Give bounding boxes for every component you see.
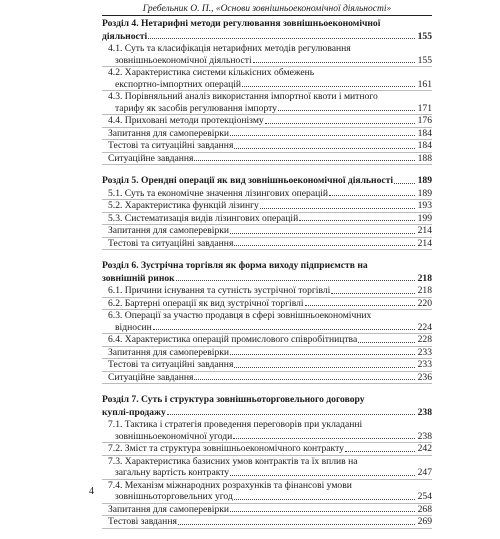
toc-entry bbox=[102, 419, 432, 443]
section-title: зовнішній ринок bbox=[102, 272, 175, 284]
entry-title-continued: зовнішньоекономічної діяльності bbox=[115, 54, 252, 66]
toc-entry bbox=[102, 153, 432, 166]
dot-leader bbox=[278, 110, 415, 111]
entry-page-number: 224 bbox=[417, 321, 432, 333]
entry-title-continued: експортно-імпортних операцій bbox=[115, 78, 242, 90]
dot-leader bbox=[253, 62, 415, 63]
toc-entry bbox=[102, 347, 432, 360]
entry-title: 5.2. Характеристика функцій лізингу bbox=[108, 200, 259, 211]
section-title: Розділ 7. Суть і структура зовнішньоторговельного договору bbox=[102, 394, 365, 405]
dot-leader bbox=[230, 475, 415, 476]
entry-page-number: 218 bbox=[417, 285, 432, 296]
toc-entry bbox=[102, 298, 432, 311]
dot-leader bbox=[230, 354, 415, 355]
entry-title: 6.1. Причини існування та сутність зустрічної торгівлі bbox=[108, 285, 331, 296]
section-title: діяльності bbox=[102, 30, 148, 42]
entry-page-number: 238 bbox=[417, 430, 432, 442]
entry-title: Запитання для самоперевірки bbox=[108, 346, 230, 358]
entry-page-number: 214 bbox=[417, 237, 432, 249]
dot-leader bbox=[358, 342, 415, 343]
entry-title: Тестові та ситуаційні завдання bbox=[108, 359, 234, 370]
entry-title: 6.3. Операції за участю продавця в сфері зовнішньоекономічних bbox=[108, 310, 372, 321]
dot-leader bbox=[345, 451, 415, 452]
dot-leader bbox=[331, 293, 415, 294]
running-header bbox=[102, 0, 432, 14]
section-heading-line bbox=[102, 407, 432, 419]
entry-page-number: 189 bbox=[417, 187, 432, 199]
dot-leader bbox=[299, 220, 415, 221]
toc-section bbox=[102, 175, 432, 250]
dot-leader bbox=[234, 245, 415, 246]
toc-entry bbox=[102, 128, 432, 141]
entry-title-continued: тарифу як засобів регулювання імпорту bbox=[115, 102, 277, 114]
toc-entry bbox=[102, 456, 432, 480]
entry-title: Запитання для самоперевірки bbox=[108, 127, 230, 139]
running-header-text: Гребельник О. П., «Основи зовнішньоекономічної діяльності» bbox=[142, 4, 392, 14]
dot-leader bbox=[234, 499, 415, 500]
toc-entry bbox=[102, 334, 432, 347]
toc-entry bbox=[102, 140, 432, 153]
entry-title: 5.3. Систематизація видів лізингових операцій bbox=[108, 212, 299, 224]
entry-page-number: 214 bbox=[417, 225, 432, 236]
dot-leader bbox=[194, 379, 415, 380]
toc-entry bbox=[102, 443, 432, 456]
toc-entry bbox=[102, 285, 432, 298]
entry-page-number: 228 bbox=[417, 334, 432, 345]
entry-page-number: 176 bbox=[417, 115, 432, 126]
entry-page-number: 268 bbox=[417, 503, 432, 515]
entry-title: 7.3. Характеристика базисних умов контрактів та їх вплив на bbox=[108, 455, 358, 467]
toc-entry bbox=[102, 213, 432, 226]
entry-title: 4.2. Характеристика системи кількісних обмежень bbox=[108, 67, 315, 78]
entry-page-number: 247 bbox=[417, 467, 432, 478]
toc-entry bbox=[102, 516, 432, 529]
entry-title: 6.2. Бартерні операції як вид зустрічної торгівлі bbox=[108, 297, 304, 309]
toc-section bbox=[102, 260, 432, 384]
section-page-number: 218 bbox=[417, 272, 432, 284]
entry-title: Тестові та ситуаційні завдання bbox=[108, 140, 234, 151]
toc-entry bbox=[102, 310, 432, 334]
entry-page-number: 199 bbox=[417, 212, 432, 224]
dot-leader bbox=[305, 305, 415, 306]
section-heading-line bbox=[102, 31, 432, 43]
dot-leader bbox=[394, 183, 415, 184]
dot-leader bbox=[176, 280, 415, 281]
toc-entry bbox=[102, 67, 432, 91]
entry-page-number: 233 bbox=[417, 346, 432, 358]
entry-title: 4.1. Суть та класифікація нетарифних методів регулювання bbox=[108, 43, 351, 54]
entry-title-continued: відносин bbox=[115, 321, 152, 333]
entry-title: 4.4. Приховані методи протекціонізму bbox=[108, 115, 264, 126]
entry-page-number: 155 bbox=[417, 54, 432, 66]
entry-page-number: 220 bbox=[417, 297, 432, 309]
dot-leader bbox=[230, 233, 415, 234]
toc-section bbox=[102, 18, 432, 165]
section-title: Розділ 5. Орендні операції як вид зовнішньоекономічної діяльності bbox=[102, 175, 394, 186]
entry-page-number: 269 bbox=[417, 516, 432, 527]
toc-entry bbox=[102, 372, 432, 385]
entry-title: Ситуаційне завдання bbox=[108, 371, 194, 383]
toc-entry bbox=[102, 504, 432, 517]
entry-title-continued: зовнішньоекономічної угоди bbox=[115, 430, 233, 442]
dot-leader bbox=[260, 208, 415, 209]
entry-title-continued: зовнішньоторговельних угод bbox=[115, 491, 233, 502]
section-page-number: 189 bbox=[417, 175, 432, 186]
entry-title: 5.1. Суть та економічне значення лізингових операцій bbox=[108, 187, 329, 199]
entry-title: Запитання для самоперевірки bbox=[108, 503, 230, 515]
toc-entry bbox=[102, 43, 432, 67]
entry-title: Запитання для самоперевірки bbox=[108, 225, 230, 236]
toc-entry bbox=[102, 200, 432, 213]
entry-page-number: 184 bbox=[417, 140, 432, 151]
dot-leader bbox=[153, 329, 415, 330]
toc-entry bbox=[102, 188, 432, 201]
entry-page-number: 233 bbox=[417, 359, 432, 370]
toc-entry bbox=[102, 225, 432, 238]
entry-page-number: 193 bbox=[417, 200, 432, 211]
dot-leader bbox=[167, 414, 415, 415]
dot-leader bbox=[148, 38, 415, 39]
section-title: Розділ 6. Зустрічна торгівля як форма виходу підприємств на bbox=[102, 260, 368, 271]
section-page-number: 155 bbox=[417, 30, 432, 42]
section-page-number: 238 bbox=[417, 406, 432, 418]
toc-entry bbox=[102, 91, 432, 115]
section-heading-line bbox=[102, 175, 432, 187]
table-of-contents bbox=[102, 18, 432, 539]
entry-title: Тестові та ситуаційні завдання bbox=[108, 237, 234, 249]
entry-title-continued: загальну вартість контракту bbox=[115, 467, 230, 478]
dot-leader bbox=[234, 367, 415, 368]
entry-title: 4.3. Порівняльний аналіз використання імпортної квоти і митного bbox=[108, 91, 378, 102]
toc-entry bbox=[102, 115, 432, 128]
entry-page-number: 161 bbox=[417, 78, 432, 90]
dot-leader bbox=[230, 135, 415, 136]
dot-leader bbox=[234, 148, 415, 149]
section-title: Розділ 4. Нетарифні методи регулювання зовнішньоекономічної bbox=[102, 18, 381, 29]
toc-entry bbox=[102, 238, 432, 251]
toc-section bbox=[102, 394, 432, 529]
entry-title: Ситуаційне завдання bbox=[108, 152, 194, 164]
dot-leader bbox=[329, 195, 415, 196]
entry-title: Тестові завдання bbox=[108, 516, 177, 527]
dot-leader bbox=[194, 160, 415, 161]
entry-page-number: 184 bbox=[417, 127, 432, 139]
entry-title: 7.1. Тактика і стратегія проведення переговорів при укладанні bbox=[108, 419, 363, 430]
entry-title: 7.2. Зміст та структура зовнішньоекономічного контракту bbox=[108, 443, 344, 454]
dot-leader bbox=[230, 511, 415, 512]
dot-leader bbox=[265, 123, 415, 124]
toc-entry bbox=[102, 359, 432, 372]
entry-page-number: 236 bbox=[417, 371, 432, 383]
section-heading-line bbox=[102, 273, 432, 285]
entry-title: 7.4. Механізм міжнародних розрахунків та фінансові умови bbox=[108, 479, 352, 491]
dot-leader bbox=[233, 438, 415, 439]
entry-page-number: 188 bbox=[417, 152, 432, 164]
section-title: куплі-продажу bbox=[102, 406, 166, 418]
entry-page-number: 242 bbox=[417, 443, 432, 454]
entry-title: 6.4. Характеристика операцій промислового співробітництва bbox=[108, 334, 358, 345]
entry-page-number: 171 bbox=[417, 102, 432, 114]
dot-leader bbox=[178, 524, 415, 525]
entry-page-number: 254 bbox=[417, 491, 432, 502]
page-number: 4 bbox=[89, 486, 94, 497]
header-rule bbox=[102, 15, 432, 16]
dot-leader bbox=[242, 86, 415, 87]
